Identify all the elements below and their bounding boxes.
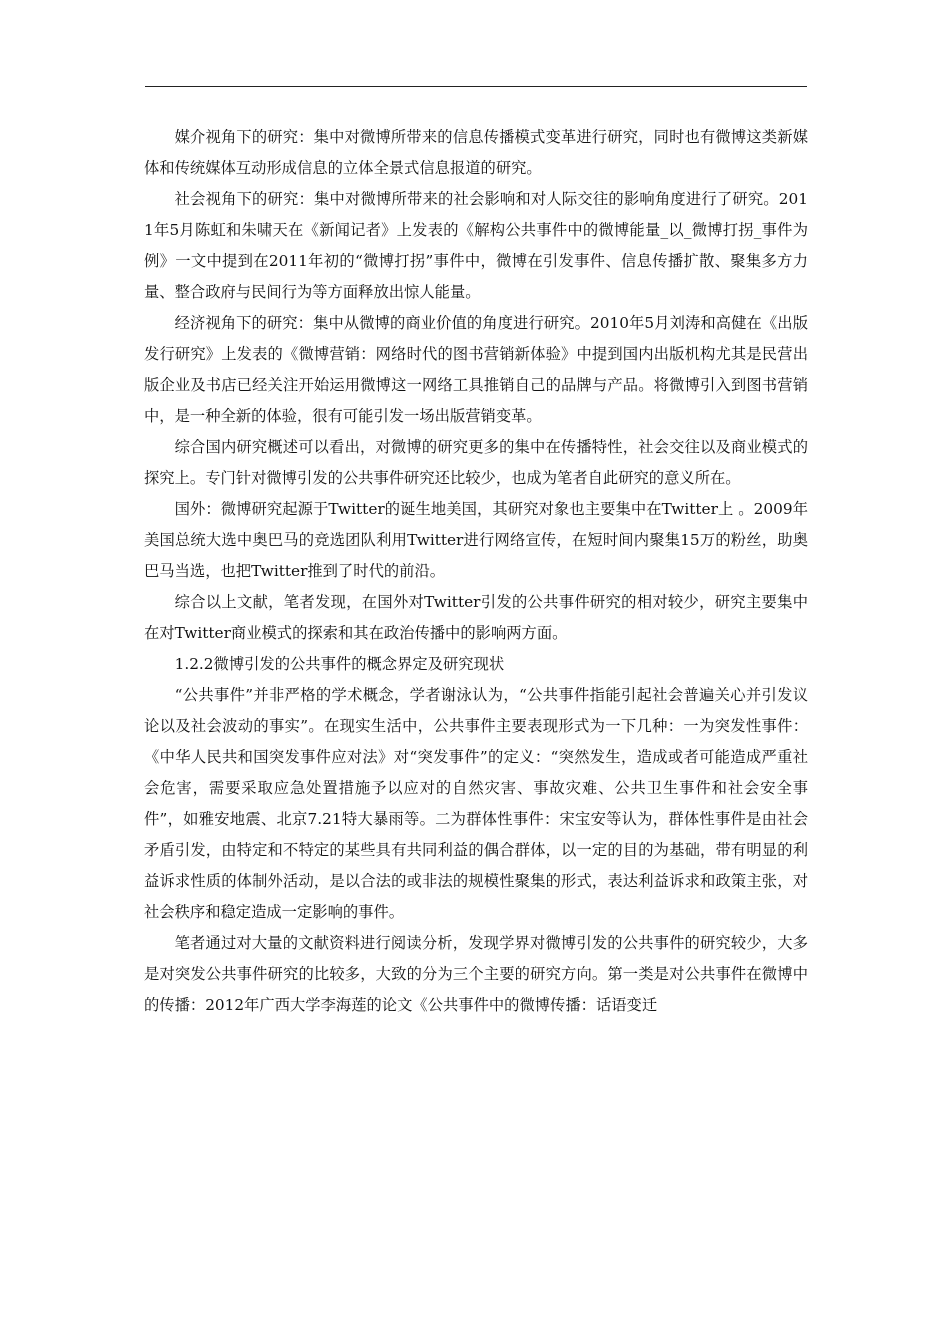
paragraph-research-directions: 笔者通过对大量的文献资料进行阅读分析，发现学界对微博引发的公共事件的研究较少，大多是对突发公共事件研究的比较多，大致的分为三个主要的研究方向。第一类是对公共事件在微博中的传播：2012年广西大学李海莲的论文《公共事件中的微博传播：话语变迁 xyxy=(144,934,808,1014)
paragraph-social-perspective: 社会视角下的研究：集中对微博所带来的社会影响和对人际交往的影响角度进行了研究。2011年5月陈虹和朱啸天在《新闻记者》上发表的《解构公共事件中的微博能量_以_微博打拐_事件为例》一文中提到在2011年初的“微博打拐”事件中，微博在引发事件、信息传播扩散、聚集多方力量、整合政府与民间行为等方面释放出惊人能量。 xyxy=(144,190,808,301)
paragraph-domestic-summary: 综合国内研究概述可以看出，对微博的研究更多的集中在传播特性，社会交往以及商业模式的探究上。专门针对微博引发的公共事件研究还比较少，也成为笔者自此研究的意义所在。 xyxy=(144,438,808,487)
section-heading: 1.2.2微博引发的公共事件的概念界定及研究现状 xyxy=(174,655,505,673)
paragraph-public-event-definition: “公共事件”并非严格的学术概念，学者谢泳认为，“公共事件指能引起社会普遍关心并引发议论以及社会波动的事实”。在现实生活中，公共事件主要表现形式为一下几种：一为突发性事件：《中华人民共和国突发事件应对法》对“突发事件”的定义：“突然发生，造成或者可能造成严重社会危害，需要采取应急处置措施予以应对的自然灾害、事故灾难、公共卫生事件和社会安全事件”，如雅安地震、北京7.21特大暴雨等。二为群体性事件：宋宝安等认为，群体性事件是由社会矛盾引发，由特定和不特定的某些具有共同利益的偶合群体，以一定的目的为基础，带有明显的利益诉求性质的体制外活动，是以合法的或非法的规模性聚集的形式，表达利益诉求和政策主张，对社会秩序和稳定造成一定影响的事件。 xyxy=(144,686,808,921)
body-text xyxy=(144,122,808,1021)
paragraph-literature-summary: 综合以上文献，笔者发现，在国外对Twitter引发的公共事件研究的相对较少，研究主要集中在对Twitter商业模式的探索和其在政治传播中的影响两方面。 xyxy=(144,593,808,642)
paragraph-economic-perspective: 经济视角下的研究：集中从微博的商业价值的角度进行研究。2010年5月刘涛和高健在《出版发行研究》上发表的《微博营销：网络时代的图书营销新体验》中提到国内出版机构尤其是民营出版企业及书店已经关注开始运用微博这一网络工具推销自己的品牌与产品。将微博引入到图书营销中，是一种全新的体验，很有可能引发一场出版营销变革。 xyxy=(144,314,808,425)
paragraph-foreign-research: 国外：微博研究起源于Twitter的诞生地美国，其研究对象也主要集中在Twitter上 。2009年美国总统大选中奥巴马的竞选团队利用Twitter进行网络宣传，在短时间内聚集15万的粉丝，助奥巴马当选，也把Twitter推到了时代的前沿。 xyxy=(144,500,808,580)
header-rule xyxy=(145,86,807,87)
paragraph-media-perspective: 媒介视角下的研究：集中对微博所带来的信息传播模式变革进行研究，同时也有微博这类新媒体和传统媒体互动形成信息的立体全景式信息报道的研究。 xyxy=(144,128,808,177)
